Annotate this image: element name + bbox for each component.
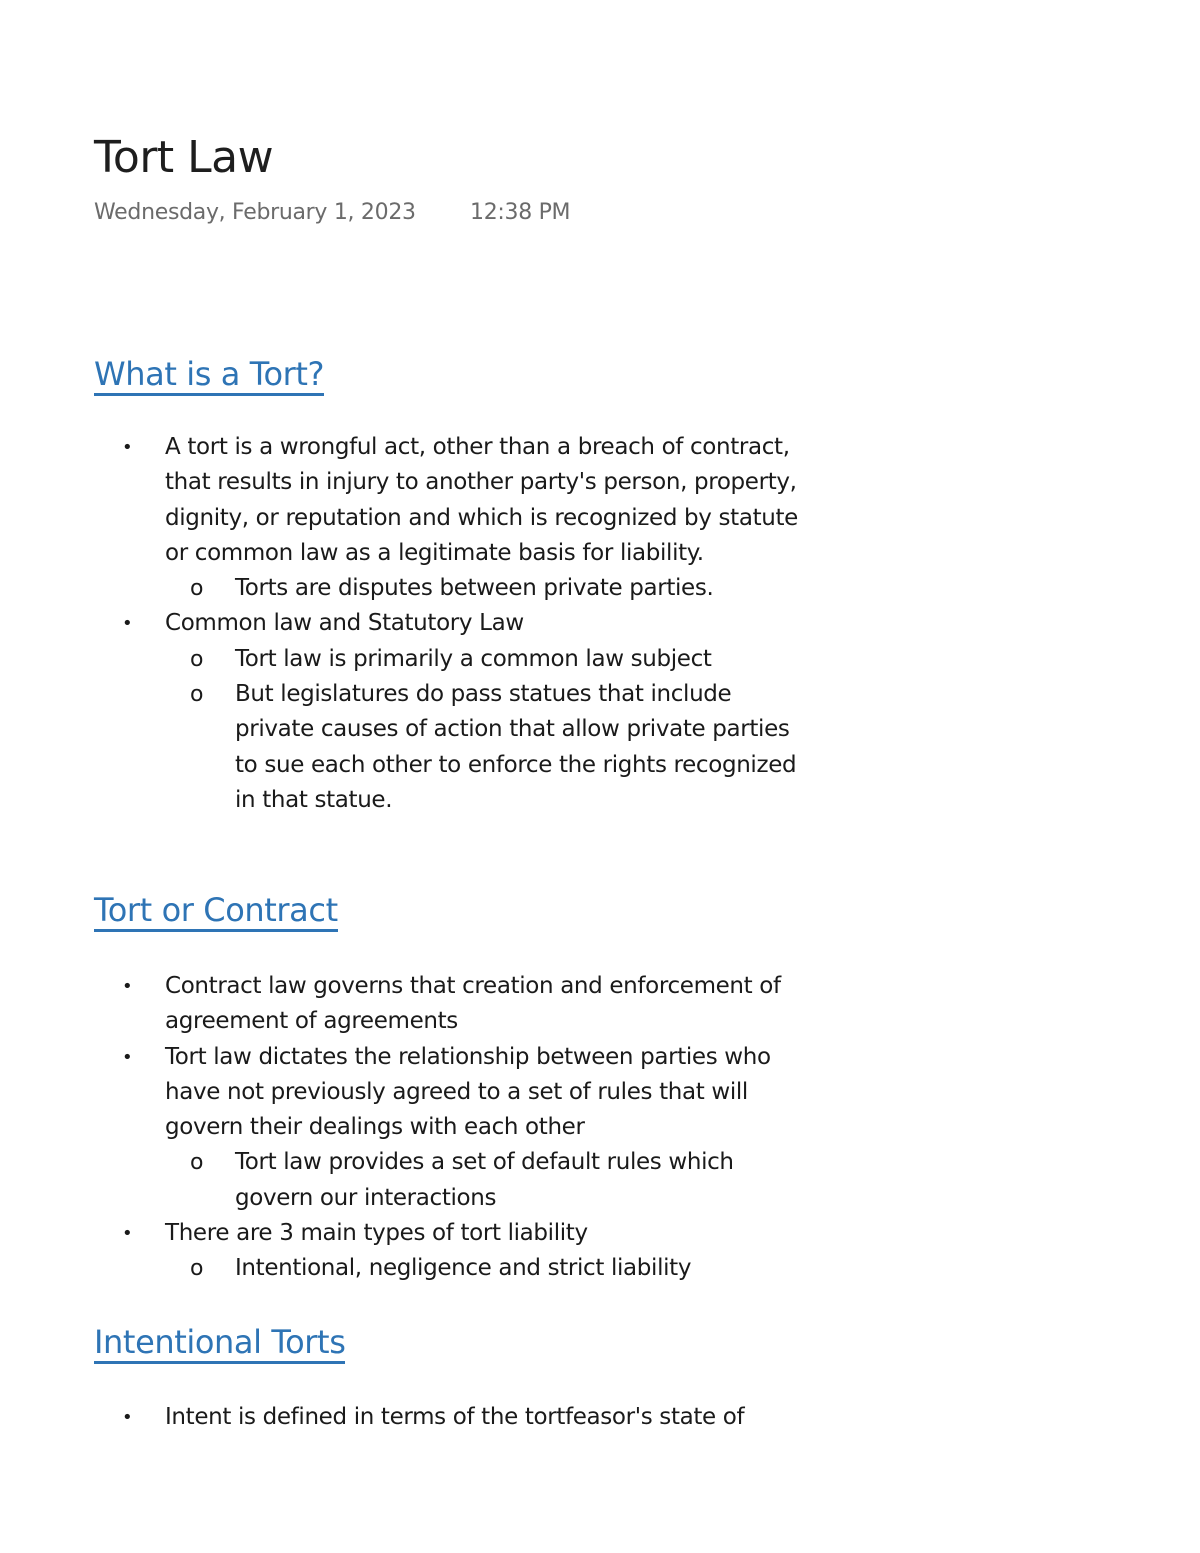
sub-bullet-icon: o — [190, 1150, 204, 1176]
bullet-icon: • — [122, 1223, 133, 1245]
bullet-icon: • — [122, 1407, 133, 1428]
list-item-text: There are 3 main types of tort liability — [165, 1220, 588, 1247]
list-item-text: Common law and Statutory Law — [165, 610, 524, 637]
sub-bullet-icon: o — [190, 682, 204, 708]
page-date: Wednesday, February 1, 2023 — [94, 200, 416, 225]
sub-bullet-icon: o — [190, 1256, 204, 1282]
section-list-intentional-torts — [94, 1400, 814, 1435]
list-item — [94, 430, 814, 571]
list-item — [94, 606, 814, 641]
list-item-text: Tort law dictates the relationship between parties who have not previously agreed to a set of rules that will govern their dealings with each other — [165, 1043, 771, 1141]
section-list-what-is-a-tort — [94, 430, 814, 818]
bullet-icon: • — [122, 437, 133, 458]
list-item-text: Contract law governs that creation and enforcement of agreement of agreements — [165, 973, 781, 1035]
list-item — [94, 571, 814, 606]
list-item-text: But legislatures do pass statues that include private causes of action that allow private parties to sue each other to enforce the rights recognized in that statue. — [235, 681, 797, 813]
page-time: 12:38 PM — [470, 200, 571, 225]
sub-bullet-icon: o — [190, 646, 204, 672]
section-heading-text: Tort or Contract — [94, 891, 338, 932]
list-item-text: A tort is a wrongful act, other than a breach of contract, that results in injury to another party's person, property, dignity, or reputation and which is recognized by statute or common law as a legitimate basis for liability. — [165, 434, 798, 566]
section-heading-what-is-a-tort — [94, 355, 324, 393]
list-item — [94, 969, 814, 1040]
bullet-icon: • — [122, 1046, 133, 1068]
list-item — [94, 1145, 814, 1216]
list-item — [94, 1216, 814, 1251]
list-item — [94, 677, 814, 818]
list-item — [94, 1040, 814, 1146]
bullet-icon: • — [122, 976, 133, 997]
sub-bullet-icon: o — [190, 576, 204, 602]
section-heading-text: What is a Tort? — [94, 355, 324, 396]
list-item-text: Intentional, negligence and strict liability — [235, 1255, 692, 1282]
list-item — [94, 1400, 814, 1435]
list-item-text: Tort law provides a set of default rules which govern our interactions — [235, 1149, 734, 1211]
page-title: Tort Law — [94, 132, 274, 183]
list-item — [94, 1251, 814, 1286]
list-item-text: Tort law is primarily a common law subject — [235, 645, 712, 672]
list-item — [94, 642, 814, 677]
section-heading-intentional-torts — [94, 1323, 345, 1361]
bullet-icon: • — [122, 613, 133, 635]
section-heading-text: Intentional Torts — [94, 1323, 345, 1364]
list-item-text: Torts are disputes between private parties. — [235, 575, 714, 602]
section-list-tort-or-contract — [94, 969, 814, 1287]
section-heading-tort-or-contract — [94, 891, 338, 929]
list-item-text: Intent is defined in terms of the tortfeasor's state of — [165, 1404, 745, 1430]
